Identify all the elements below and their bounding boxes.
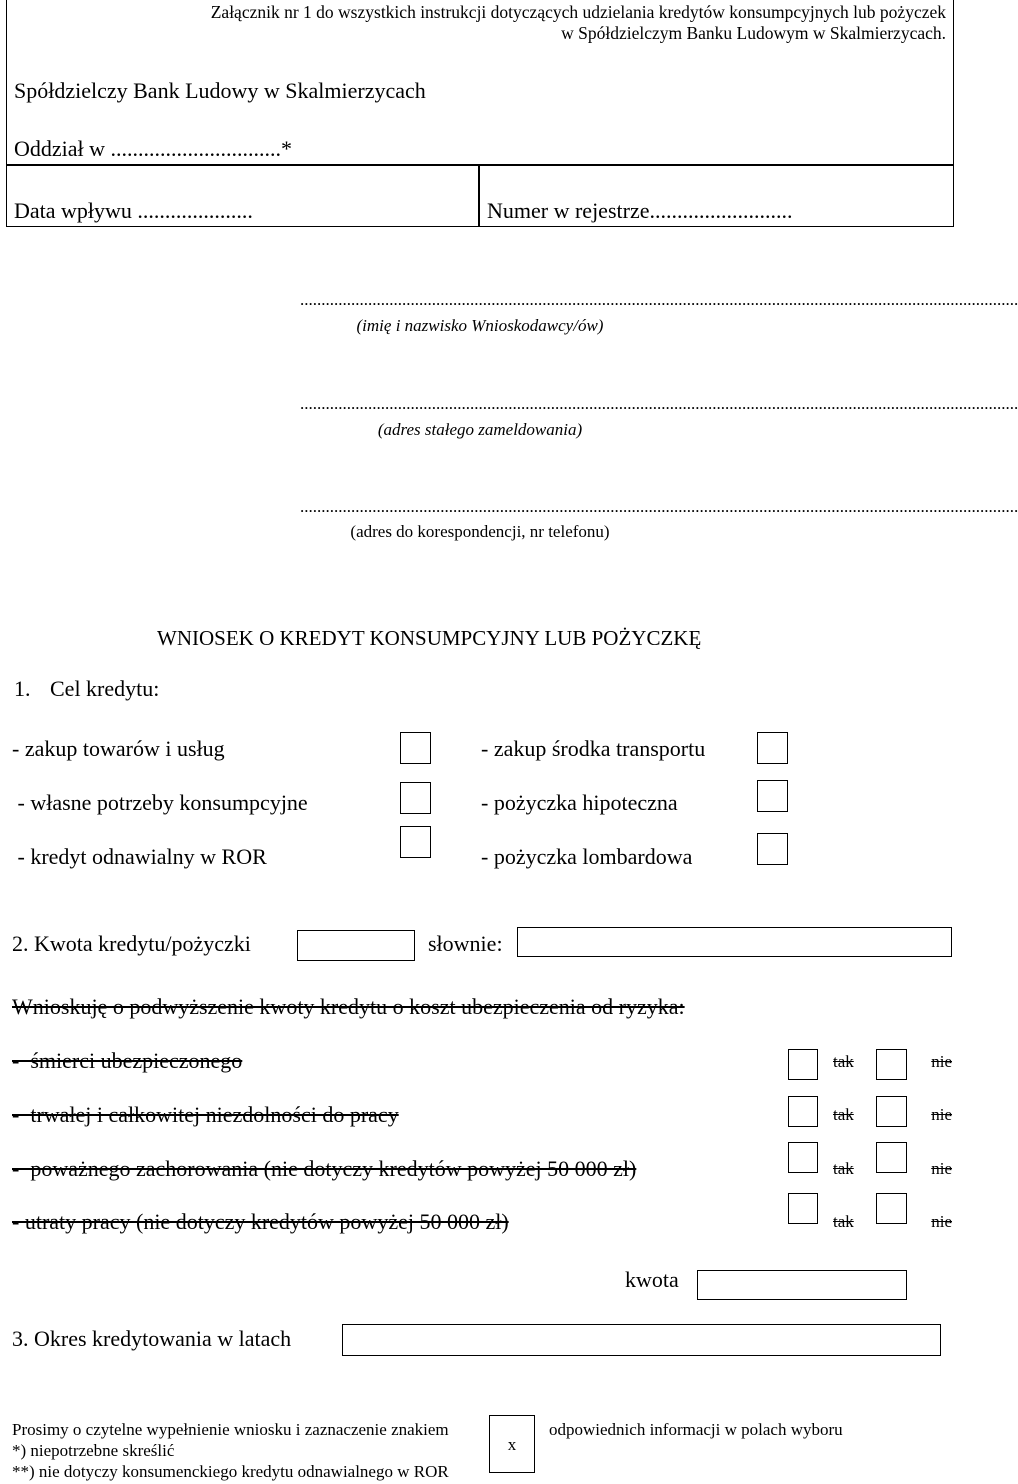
- register-number-field[interactable]: Numer w rejestrze..........................: [487, 198, 793, 223]
- loan-period-input[interactable]: [342, 1324, 941, 1356]
- risk-disability-yes-checkbox[interactable]: [788, 1096, 818, 1127]
- purpose-pawn-loan-label: - pożyczka lombardowa: [481, 844, 693, 869]
- section-1-number: 1.: [14, 676, 31, 701]
- purpose-own-needs-label: - własne potrzeby konsumpcyjne: [12, 790, 308, 815]
- risk-disability-label: - trwałej i całkowitej niezdolności do pracy: [12, 1102, 399, 1127]
- purpose-revolving-credit-label: - kredyt odnawialny w ROR: [12, 844, 267, 869]
- risk-job-loss-yes-label: tak: [833, 1212, 854, 1231]
- footer-instruction-end: odpowiednich informacji w polach wyboru: [549, 1420, 843, 1439]
- risk-disability-no-checkbox[interactable]: [876, 1096, 907, 1127]
- risk-death-yes-label: tak: [833, 1052, 854, 1071]
- risk-disability-yes-label: tak: [833, 1105, 854, 1124]
- footer-note-1: *) niepotrzebne skreślić: [12, 1441, 175, 1460]
- purpose-mortgage-loan-label: - pożyczka hipoteczna: [481, 790, 678, 815]
- risk-disability-no-label: nie: [931, 1105, 952, 1124]
- annex-line-1: Załącznik nr 1 do wszystkich instrukcji dotyczących udzielania kredytów konsumpcyjnych lub pożyczek: [210, 2, 946, 22]
- footer-instruction-start: Prosimy o czytelne wypełnienie wniosku i zaznaczenie znakiem: [12, 1420, 449, 1439]
- form-title: WNIOSEK O KREDYT KONSUMPCYJNY LUB POŻYCZKĘ: [157, 626, 702, 650]
- amount-in-words-label: słownie:: [428, 931, 503, 956]
- annex-line-2: w Spółdzielczym Banku Ludowym w Skalmierzycach.: [561, 23, 946, 43]
- receipt-date-field[interactable]: Data wpływu .....................: [14, 198, 253, 223]
- permanent-address-caption: (adres stałego zameldowania): [377, 420, 583, 439]
- permanent-address-line[interactable]: .........................................................................................................................................................................: [300, 394, 1018, 413]
- risk-serious-illness-yes-label: tak: [833, 1159, 854, 1178]
- risk-death-no-label: nie: [931, 1052, 952, 1071]
- insurance-heading: Wnioskuję o podwyższenie kwoty kredytu o koszt ubezpieczenia od ryzyka:: [12, 994, 685, 1019]
- risk-death-no-checkbox[interactable]: [876, 1049, 907, 1080]
- risk-job-loss-yes-checkbox[interactable]: [788, 1193, 818, 1224]
- mark-example-box: x: [489, 1415, 535, 1473]
- purpose-vehicle-checkbox[interactable]: [757, 732, 788, 764]
- purpose-own-needs-checkbox[interactable]: [400, 782, 431, 814]
- risk-job-loss-no-checkbox[interactable]: [876, 1193, 907, 1224]
- purpose-consumer-goods-checkbox[interactable]: [400, 732, 431, 764]
- registration-divider: [478, 165, 480, 227]
- risk-death-label: - śmierci ubezpieczonego: [12, 1048, 243, 1073]
- insurance-amount-input[interactable]: [697, 1270, 907, 1300]
- correspondence-address-caption: (adres do korespondencji, nr telefonu): [350, 522, 610, 541]
- purpose-consumer-goods-label: - zakup towarów i usług: [12, 736, 225, 761]
- risk-serious-illness-no-label: nie: [931, 1159, 952, 1178]
- risk-serious-illness-yes-checkbox[interactable]: [788, 1142, 818, 1173]
- loan-amount-input[interactable]: [297, 930, 415, 961]
- purpose-revolving-credit-checkbox[interactable]: [400, 826, 431, 858]
- branch-field[interactable]: Oddział w ...............................*: [14, 136, 293, 161]
- applicant-name-caption: (imię i nazwisko Wnioskodawcy/ów): [356, 316, 604, 335]
- bank-name: Spółdzielczy Bank Ludowy w Skalmierzycach: [14, 78, 426, 103]
- footer-note-2: **) nie dotyczy konsumenckiego kredytu odnawialnego w ROR: [12, 1462, 449, 1481]
- risk-death-yes-checkbox[interactable]: [788, 1049, 818, 1080]
- risk-serious-illness-label: - poważnego zachorowania (nie dotyczy kredytów powyżej 50 000 zł): [12, 1156, 637, 1181]
- section-1-label: Cel kredytu:: [50, 676, 160, 701]
- risk-job-loss-label: - utraty pracy (nie dotyczy kredytów powyżej 50 000 zł): [12, 1209, 509, 1234]
- amount-in-words-input[interactable]: [517, 927, 952, 957]
- purpose-vehicle-label: - zakup środka transportu: [481, 736, 706, 761]
- risk-job-loss-no-label: nie: [931, 1212, 952, 1231]
- section-2-label: 2. Kwota kredytu/pożyczki: [12, 931, 251, 956]
- applicant-name-line[interactable]: .........................................................................................................................................................................: [300, 290, 1018, 309]
- section-3-label: 3. Okres kredytowania w latach: [12, 1326, 292, 1351]
- correspondence-address-line[interactable]: .........................................................................................................................................................................: [300, 497, 1018, 516]
- purpose-mortgage-loan-checkbox[interactable]: [757, 780, 788, 812]
- purpose-pawn-loan-checkbox[interactable]: [757, 833, 788, 865]
- risk-serious-illness-no-checkbox[interactable]: [876, 1142, 907, 1173]
- insurance-amount-label: kwota: [625, 1267, 679, 1292]
